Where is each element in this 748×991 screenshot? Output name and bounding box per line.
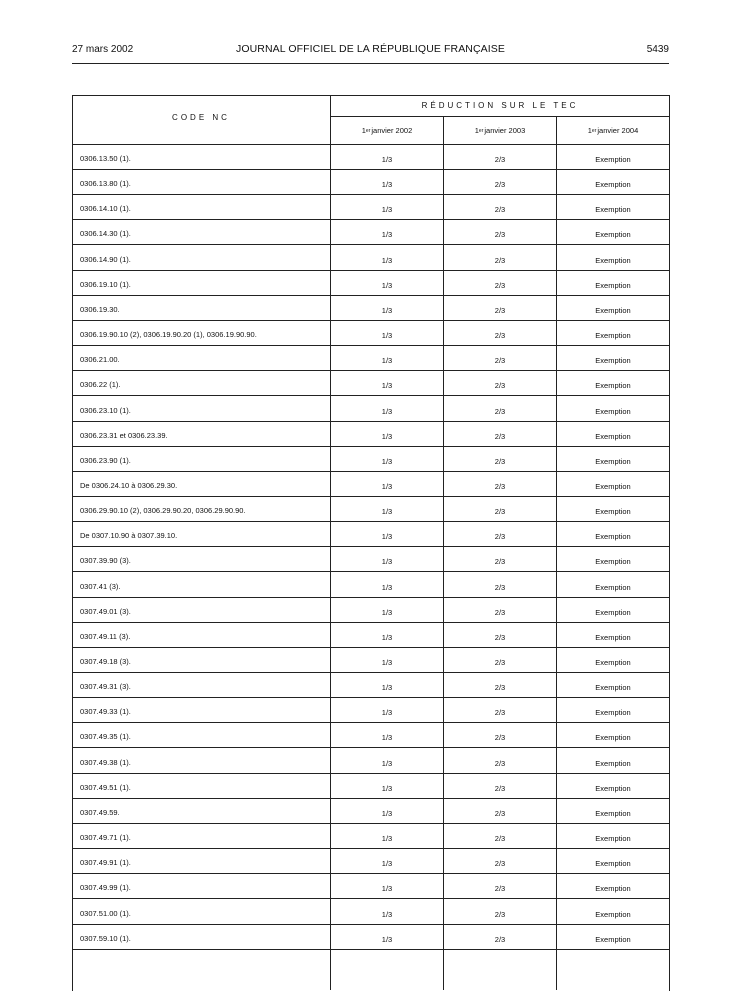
reduction-2002-cell: 1/3	[381, 431, 393, 441]
code-cell: 0306.21.00.	[80, 355, 120, 365]
code-cell: 0306.19.10 (1).	[80, 279, 131, 289]
reduction-2002-cell: 1/3	[381, 456, 393, 466]
reduction-2003-cell: 2/3	[494, 683, 506, 693]
reduction-2004-cell: Exemption	[595, 557, 631, 567]
table-row	[72, 447, 669, 472]
reduction-2002-cell: 1/3	[381, 909, 393, 919]
reduction-2004-cell: Exemption	[595, 532, 631, 542]
table-row	[72, 145, 669, 170]
reduction-2002-cell: 1/3	[381, 808, 393, 818]
code-cell: 0307.49.11 (3).	[80, 631, 131, 641]
code-cell: 0307.41 (3).	[80, 581, 121, 591]
reduction-2003-cell: 2/3	[494, 180, 506, 190]
reduction-2002-cell: 1/3	[381, 884, 393, 894]
reduction-2004-cell: Exemption	[595, 632, 631, 642]
reduction-2002-cell: 1/3	[381, 607, 393, 617]
reduction-2002-cell: 1/3	[381, 582, 393, 592]
code-cell: 0307.49.99 (1).	[80, 883, 131, 893]
col-header-2004-text: janvier 2004	[597, 126, 639, 135]
reduction-2004-cell: Exemption	[595, 456, 631, 466]
reduction-2004-cell: Exemption	[595, 507, 631, 517]
reduction-2002-cell: 1/3	[381, 280, 393, 290]
reduction-2002-cell: 1/3	[381, 155, 393, 164]
reduction-2004-cell: Exemption	[595, 733, 631, 743]
reduction-2002-cell: 1/3	[381, 205, 393, 215]
code-cell: 0306.23.90 (1).	[80, 455, 131, 465]
reduction-2003-cell: 2/3	[494, 356, 506, 366]
code-cell: 0306.13.80 (1).	[80, 179, 131, 189]
reduction-2004-cell: Exemption	[595, 884, 631, 894]
col-header-2003	[444, 117, 556, 144]
reduction-2002-cell: 1/3	[381, 532, 393, 542]
table-row	[72, 925, 669, 950]
reduction-2004-cell: Exemption	[595, 683, 631, 693]
code-cell: 0306.19.30.	[80, 304, 120, 314]
col-header-2002-sup: er	[365, 127, 371, 134]
reduction-2002-cell: 1/3	[381, 708, 393, 718]
reduction-2002-cell: 1/3	[381, 834, 393, 843]
reduction-2004-cell: Exemption	[595, 230, 631, 240]
reduction-2002-cell: 1/3	[381, 305, 393, 315]
reduction-2003-cell: 2/3	[494, 607, 506, 617]
code-cell: 0307.49.38 (1).	[80, 757, 131, 767]
reduction-2003-cell: 2/3	[494, 884, 506, 894]
column-divider-2	[443, 117, 444, 990]
table-row	[72, 573, 669, 598]
code-cell: 0306.14.90 (1).	[80, 254, 131, 264]
table-row	[72, 522, 669, 547]
reduction-2003-cell: 2/3	[494, 582, 506, 592]
col-header-2004-prefix: 1	[587, 126, 592, 135]
table-row	[72, 547, 669, 572]
reduction-2004-cell: Exemption	[595, 582, 631, 592]
reduction-2004-cell: Exemption	[595, 331, 631, 340]
table-row	[72, 698, 669, 723]
code-cell: 0307.49.51 (1).	[80, 782, 131, 792]
reduction-2004-cell: Exemption	[595, 356, 631, 366]
reduction-2003-cell: 2/3	[494, 733, 506, 743]
table-row	[72, 497, 669, 522]
code-cell: 0307.49.71 (1).	[80, 833, 131, 842]
reduction-2004-cell: Exemption	[595, 758, 631, 768]
reduction-2003-cell: 2/3	[494, 481, 506, 491]
table-row	[72, 723, 669, 748]
col-header-2003-sup: er	[478, 127, 484, 134]
code-cell: 0306.14.30 (1).	[80, 229, 131, 239]
reduction-2004-cell: Exemption	[595, 859, 631, 869]
reduction-2003-cell: 2/3	[494, 808, 506, 818]
page-header	[72, 44, 669, 58]
reduction-2003-cell: 2/3	[494, 758, 506, 768]
col-header-reduction: RÉDUCTION SUR LE TEC	[331, 95, 669, 117]
reduction-2003-cell: 2/3	[494, 708, 506, 718]
table-row	[72, 422, 669, 447]
reduction-2004-cell: Exemption	[595, 180, 631, 190]
reduction-2004-cell: Exemption	[595, 255, 631, 265]
code-cell: 0306.22 (1).	[80, 380, 121, 390]
code-cell: 0307.51.00 (1).	[80, 908, 131, 918]
reduction-2003-cell: 2/3	[494, 783, 506, 793]
reduction-2003-cell: 2/3	[494, 381, 506, 391]
code-cell: 0307.49.91 (1).	[80, 858, 131, 868]
code-cell: 0306.13.50 (1).	[80, 154, 131, 163]
reduction-2004-cell: Exemption	[595, 834, 631, 843]
reduction-2004-cell: Exemption	[595, 280, 631, 290]
reduction-2004-cell: Exemption	[595, 708, 631, 718]
code-cell: 0306.23.31 et 0306.23.39.	[80, 430, 168, 440]
reduction-2003-cell: 2/3	[494, 280, 506, 290]
reduction-2003-cell: 2/3	[494, 507, 506, 517]
code-cell: 0307.49.01 (3).	[80, 606, 131, 616]
reduction-2003-cell: 2/3	[494, 532, 506, 542]
col-header-2002-text: janvier 2002	[371, 126, 413, 135]
table-row	[72, 673, 669, 698]
table-row	[72, 874, 669, 899]
reduction-2002-cell: 1/3	[381, 632, 393, 642]
reduction-2004-cell: Exemption	[595, 431, 631, 441]
page-number: 5439	[646, 44, 669, 55]
header-date: 27 mars 2002	[72, 44, 134, 55]
reduction-2003-cell: 2/3	[494, 658, 506, 667]
reduction-2004-cell: Exemption	[595, 481, 631, 491]
table-row	[72, 220, 669, 245]
code-cell: 0306.19.90.10 (2), 0306.19.90.20 (1), 0306.19.90.90.	[80, 330, 257, 339]
code-cell: 0307.49.18 (3).	[80, 657, 131, 666]
reduction-2003-cell: 2/3	[494, 205, 506, 215]
table-row	[72, 397, 669, 422]
reduction-2002-cell: 1/3	[381, 733, 393, 743]
table-row	[72, 296, 669, 321]
reduction-2003-cell: 2/3	[494, 431, 506, 441]
reduction-2004-cell: Exemption	[595, 381, 631, 391]
reduction-2004-cell: Exemption	[595, 406, 631, 416]
table-header	[72, 95, 669, 144]
table-row	[72, 598, 669, 623]
code-cell: 0307.59.10 (1).	[80, 933, 131, 943]
table-row	[72, 195, 669, 220]
table-row	[72, 371, 669, 396]
reduction-2003-cell: 2/3	[494, 456, 506, 466]
reduction-2002-cell: 1/3	[381, 507, 393, 517]
reduction-2002-cell: 1/3	[381, 934, 393, 944]
code-cell: 0307.49.59.	[80, 807, 120, 817]
reduction-2002-cell: 1/3	[381, 481, 393, 491]
reduction-2002-cell: 1/3	[381, 658, 393, 667]
col-header-2002	[331, 117, 443, 144]
table-row	[72, 472, 669, 497]
reduction-2003-cell: 2/3	[494, 632, 506, 642]
reduction-2003-cell: 2/3	[494, 557, 506, 567]
column-divider-1	[330, 95, 331, 990]
col-header-2002-prefix: 1	[361, 126, 366, 135]
column-divider-3	[556, 117, 557, 990]
col-header-2003-text: janvier 2003	[484, 126, 526, 135]
reduction-2002-cell: 1/3	[381, 758, 393, 768]
table-row	[72, 799, 669, 824]
code-cell: 0306.14.10 (1).	[80, 204, 131, 214]
journal-title: JOURNAL OFFICIEL DE LA RÉPUBLIQUE FRANÇAISE	[236, 43, 505, 55]
header-rule	[72, 63, 669, 64]
table-row	[72, 900, 669, 925]
table-row	[72, 271, 669, 296]
reduction-2004-cell: Exemption	[595, 783, 631, 793]
table-row	[72, 774, 669, 799]
reduction-2003-cell: 2/3	[494, 406, 506, 416]
code-cell: De 0306.24.10 à 0306.29.30.	[80, 480, 178, 490]
reduction-2003-cell: 2/3	[494, 859, 506, 869]
reduction-2002-cell: 1/3	[381, 356, 393, 366]
table-row	[72, 346, 669, 371]
reduction-2002-cell: 1/3	[381, 783, 393, 793]
col-header-2004-sup: er	[591, 127, 597, 134]
reduction-2003-cell: 2/3	[494, 255, 506, 265]
code-cell: 0307.49.33 (1).	[80, 707, 131, 717]
code-cell: 0307.49.35 (1).	[80, 732, 131, 742]
code-cell: De 0307.10.90 à 0307.39.10.	[80, 531, 178, 541]
reduction-2002-cell: 1/3	[381, 255, 393, 265]
col-header-code-nc: CODE NC	[172, 113, 230, 122]
col-header-2004	[557, 117, 669, 144]
code-cell: 0306.29.90.10 (2), 0306.29.90.20, 0306.29.90.90.	[80, 506, 246, 516]
table-row	[72, 648, 669, 673]
table-row	[72, 321, 669, 346]
reduction-2003-cell: 2/3	[494, 331, 506, 340]
reduction-2003-cell: 2/3	[494, 909, 506, 919]
reduction-2002-cell: 1/3	[381, 683, 393, 693]
col-header-2003-prefix: 1	[474, 126, 479, 135]
table-row	[72, 623, 669, 648]
reduction-2003-cell: 2/3	[494, 230, 506, 240]
reduction-2004-cell: Exemption	[595, 155, 631, 164]
reduction-2004-cell: Exemption	[595, 909, 631, 919]
table-row	[72, 749, 669, 774]
reduction-2004-cell: Exemption	[595, 305, 631, 315]
reduction-2004-cell: Exemption	[595, 934, 631, 944]
reduction-2004-cell: Exemption	[595, 205, 631, 215]
reduction-2002-cell: 1/3	[381, 406, 393, 416]
reduction-2004-cell: Exemption	[595, 808, 631, 818]
code-cell: 0307.39.90 (3).	[80, 556, 131, 566]
table-row	[72, 849, 669, 874]
reduction-2002-cell: 1/3	[381, 557, 393, 567]
reduction-2004-cell: Exemption	[595, 607, 631, 617]
table-row	[72, 824, 669, 849]
code-cell: 0306.23.10 (1).	[80, 405, 131, 415]
reduction-2003-cell: 2/3	[494, 305, 506, 315]
reduction-2004-cell: Exemption	[595, 658, 631, 667]
reduction-2002-cell: 1/3	[381, 331, 393, 340]
reduction-2003-cell: 2/3	[494, 934, 506, 944]
reduction-2002-cell: 1/3	[381, 180, 393, 190]
reduction-2002-cell: 1/3	[381, 230, 393, 240]
reduction-2003-cell: 2/3	[494, 155, 506, 164]
table-row	[72, 170, 669, 195]
reduction-2003-cell: 2/3	[494, 834, 506, 843]
reduction-2002-cell: 1/3	[381, 381, 393, 391]
table-row	[72, 246, 669, 271]
code-cell: 0307.49.31 (3).	[80, 682, 131, 692]
reduction-2002-cell: 1/3	[381, 859, 393, 869]
